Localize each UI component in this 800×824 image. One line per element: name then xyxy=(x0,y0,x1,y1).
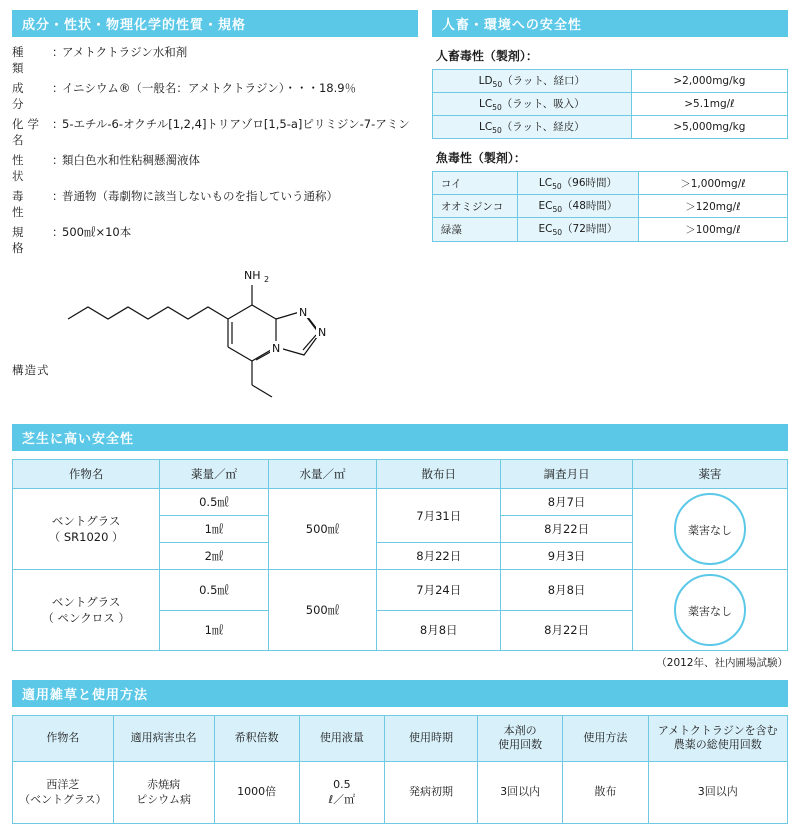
metric-rest: （ラット、経皮） xyxy=(501,121,585,134)
header-line1: 使用液量 xyxy=(319,731,364,745)
metric-label: LD xyxy=(478,75,493,87)
spec-colon: ： xyxy=(52,117,64,132)
metric-label: LC xyxy=(538,177,553,190)
metric-sub: 50 xyxy=(552,205,563,215)
spray-date-cell: 8月22日 xyxy=(377,543,501,570)
header-line1: 作物名 xyxy=(46,731,80,745)
table-row xyxy=(13,570,788,611)
header-line1: 本剤の xyxy=(503,724,537,738)
survey-date-cell: 8月22日 xyxy=(501,610,633,651)
header-line1: 希釈倍数 xyxy=(234,731,279,745)
total-times-cell: 3回以内 xyxy=(648,761,788,824)
toxicity-name-cell xyxy=(432,93,631,116)
turf-section-header: 芝生に高い安全性 xyxy=(12,424,788,451)
survey-date-cell: 9月3日 xyxy=(501,543,633,570)
col-survey-date: 調査月日 xyxy=(501,460,633,489)
metric-sub: 50 xyxy=(492,80,503,90)
spec-row xyxy=(12,45,418,76)
spec-column xyxy=(12,10,418,406)
col-spray-date: 散布日 xyxy=(377,460,501,489)
volume-cell xyxy=(299,761,384,824)
col-crop: 作物名 xyxy=(13,460,160,489)
fish-value-cell: ＞1,000mg/ℓ xyxy=(638,172,787,195)
fish-value-cell: ＞100mg/ℓ xyxy=(638,218,787,241)
col-dilution xyxy=(214,716,299,762)
disease-line2: ピシウム病 xyxy=(136,792,192,806)
table-header-row xyxy=(13,460,788,489)
spec-value: 5-エチル-6-オクチル[1,2,4]トリアゾロ[1,5-a]ピリミジン-7-アミン xyxy=(62,117,410,132)
col-method xyxy=(563,716,648,762)
turf-safety-table xyxy=(12,459,788,651)
fish-species-cell: オオミジンコ xyxy=(432,195,517,218)
spray-date-cell: 8月8日 xyxy=(377,610,501,651)
spec-value: 500㎖×10本 xyxy=(62,225,132,240)
volume-line2: ℓ／㎡ xyxy=(328,792,356,806)
spec-colon: ： xyxy=(52,45,64,59)
fish-metric-cell xyxy=(518,195,639,218)
structure-label-n-2: N xyxy=(299,306,308,320)
spec-colon: ： xyxy=(52,81,64,96)
table-header-row xyxy=(13,716,788,762)
col-crop xyxy=(13,716,114,762)
water-cell: 500㎖ xyxy=(268,570,377,651)
table-row xyxy=(432,93,787,116)
toxicity-value-cell: >5,000mg/kg xyxy=(631,116,787,139)
spec-row xyxy=(12,153,418,184)
header-line1: 使用方法 xyxy=(583,731,628,745)
spec-value: 普通物（毒劇物に該当しないものを指していう通称） xyxy=(62,189,338,204)
spec-row xyxy=(12,189,418,220)
damage-cell xyxy=(633,489,788,570)
structure-formula-area xyxy=(12,261,418,406)
dose-cell: 1㎖ xyxy=(160,610,269,651)
survey-date-cell: 8月8日 xyxy=(501,570,633,611)
crop-name-line1: ベントグラス xyxy=(51,514,121,529)
toxicity-value-cell: >5.1mg/ℓ xyxy=(631,93,787,116)
dose-cell: 2㎖ xyxy=(160,543,269,570)
dose-cell: 0.5㎖ xyxy=(160,489,269,516)
water-cell: 500㎖ xyxy=(268,489,377,570)
table-row xyxy=(432,218,787,241)
fish-value-cell: ＞120mg/ℓ xyxy=(638,195,787,218)
spray-date-cell: 7月24日 xyxy=(377,570,501,611)
survey-date-cell: 8月7日 xyxy=(501,489,633,516)
structure-label-n-3: N xyxy=(318,326,327,340)
col-water: 水量／㎡ xyxy=(268,460,377,489)
spec-value: アメトクトラジン水和剤 xyxy=(62,45,188,59)
metric-sub: 50 xyxy=(492,103,502,113)
times-cell: 3回以内 xyxy=(478,761,563,824)
no-damage-badge: 薬害なし xyxy=(674,574,746,646)
metric-duration: （72時間） xyxy=(562,223,618,236)
turf-safety-section xyxy=(12,424,788,670)
volume-line1: 0.5 xyxy=(333,777,351,791)
col-dose: 薬量／㎡ xyxy=(160,460,269,489)
spec-row xyxy=(12,81,418,112)
header-line1: 適用病害虫名 xyxy=(130,731,197,745)
metric-rest: （ラット、経口） xyxy=(502,75,585,87)
spec-row xyxy=(12,117,418,148)
spec-label: 成 分 xyxy=(12,81,43,111)
method-cell: 散布 xyxy=(563,761,648,824)
spec-label: 毒 性 xyxy=(12,189,43,219)
metric-label: EC xyxy=(538,200,553,213)
metric-label: LC xyxy=(478,98,493,111)
structure-caption: 構造式 xyxy=(12,363,50,378)
col-damage: 薬害 xyxy=(633,460,788,489)
disease-line1: 赤焼病 xyxy=(147,777,181,791)
table-row xyxy=(13,761,788,824)
spec-label: 化学名 xyxy=(12,117,43,147)
header-line1: 使用時期 xyxy=(409,731,453,745)
structure-label-nh2: NH xyxy=(244,269,261,283)
header-line2: 使用回数 xyxy=(498,738,543,752)
spec-colon: ： xyxy=(52,189,64,204)
safety-section-header: 人畜・環境への安全性 xyxy=(432,10,788,37)
table-row xyxy=(432,195,787,218)
turf-table-footnote: （2012年、社内圃場試験） xyxy=(656,657,788,670)
chemical-structure-diagram xyxy=(60,261,410,401)
spec-label: 規 格 xyxy=(12,225,43,255)
metric-duration: （96時間） xyxy=(561,177,618,190)
spec-colon: ： xyxy=(52,153,64,168)
crop-name-line1: 西洋芝 xyxy=(46,777,80,791)
col-times xyxy=(478,716,563,762)
crop-name-line2: （ SR1020 ） xyxy=(48,530,124,545)
spec-label: 性 状 xyxy=(12,153,43,183)
table-row xyxy=(432,116,787,139)
spec-colon: ： xyxy=(52,225,64,240)
timing-cell: 発病初期 xyxy=(385,761,478,824)
fish-metric-cell xyxy=(518,172,639,195)
damage-cell xyxy=(633,570,788,651)
table-row xyxy=(432,70,787,93)
usage-table xyxy=(12,715,788,824)
metric-sub: 50 xyxy=(492,126,502,136)
crop-name-line2: （ ペンクロス ） xyxy=(42,611,130,626)
col-timing xyxy=(385,716,478,762)
spec-row xyxy=(12,225,418,256)
metric-rest: （ラット、吸入） xyxy=(501,98,585,111)
crop-cell xyxy=(13,489,160,570)
table-row xyxy=(432,172,787,195)
header-line1: アメトクトラジンを含む xyxy=(657,724,778,738)
survey-date-cell: 8月22日 xyxy=(501,516,633,543)
top-row xyxy=(12,10,788,406)
fish-metric-cell xyxy=(518,218,639,241)
spec-label: 種 類 xyxy=(12,45,43,75)
metric-sub: 50 xyxy=(552,182,562,192)
no-damage-badge: 薬害なし xyxy=(674,493,746,565)
spec-value: イニシウム®（一般名：アメトクトラジン）・・・18.9％ xyxy=(62,81,357,96)
spec-list xyxy=(12,45,418,256)
fish-toxicity-title: 魚毒性（製剤）： xyxy=(435,151,526,166)
usage-section xyxy=(12,680,788,824)
animal-toxicity-title: 人畜毒性（製剤）： xyxy=(435,49,538,63)
dilution-cell: 1000倍 xyxy=(214,761,299,824)
animal-toxicity-table xyxy=(432,69,788,139)
crop-name-line2: （ベントグラス） xyxy=(19,792,107,806)
usage-section-header: 適用雑草と使用方法 xyxy=(12,680,788,707)
metric-label: LC xyxy=(478,121,493,134)
disease-cell xyxy=(113,761,214,824)
crop-cell xyxy=(13,570,160,651)
col-disease xyxy=(113,716,214,762)
toxicity-name-cell xyxy=(432,70,631,93)
header-line2: 農薬の総使用回数 xyxy=(673,738,762,752)
structure-label-n-1: N xyxy=(272,342,281,356)
col-total-times xyxy=(648,716,788,762)
metric-duration: （48時間） xyxy=(562,200,618,213)
toxicity-value-cell: >2,000mg/kg xyxy=(631,70,787,93)
fish-toxicity-table xyxy=(432,171,788,241)
spec-value: 類白色水和性粘稠懸濁液体 xyxy=(62,153,200,168)
toxicity-name-cell xyxy=(432,116,631,139)
crop-cell xyxy=(13,761,114,824)
table-row xyxy=(13,489,788,516)
col-volume xyxy=(299,716,384,762)
spec-section-header: 成分・性状・物理化学的性質・規格 xyxy=(12,10,418,37)
dose-cell: 0.5㎖ xyxy=(160,570,269,611)
metric-sub: 50 xyxy=(552,228,563,238)
structure-label-nh2-sub: 2 xyxy=(264,275,270,285)
safety-column xyxy=(432,10,788,406)
dose-cell: 1㎖ xyxy=(160,516,269,543)
crop-name-line1: ベントグラス xyxy=(51,595,121,610)
fish-species-cell: 緑藻 xyxy=(432,218,517,241)
fish-species-cell: コイ xyxy=(432,172,517,195)
metric-label: EC xyxy=(538,223,553,236)
spray-date-cell: 7月31日 xyxy=(377,489,501,543)
